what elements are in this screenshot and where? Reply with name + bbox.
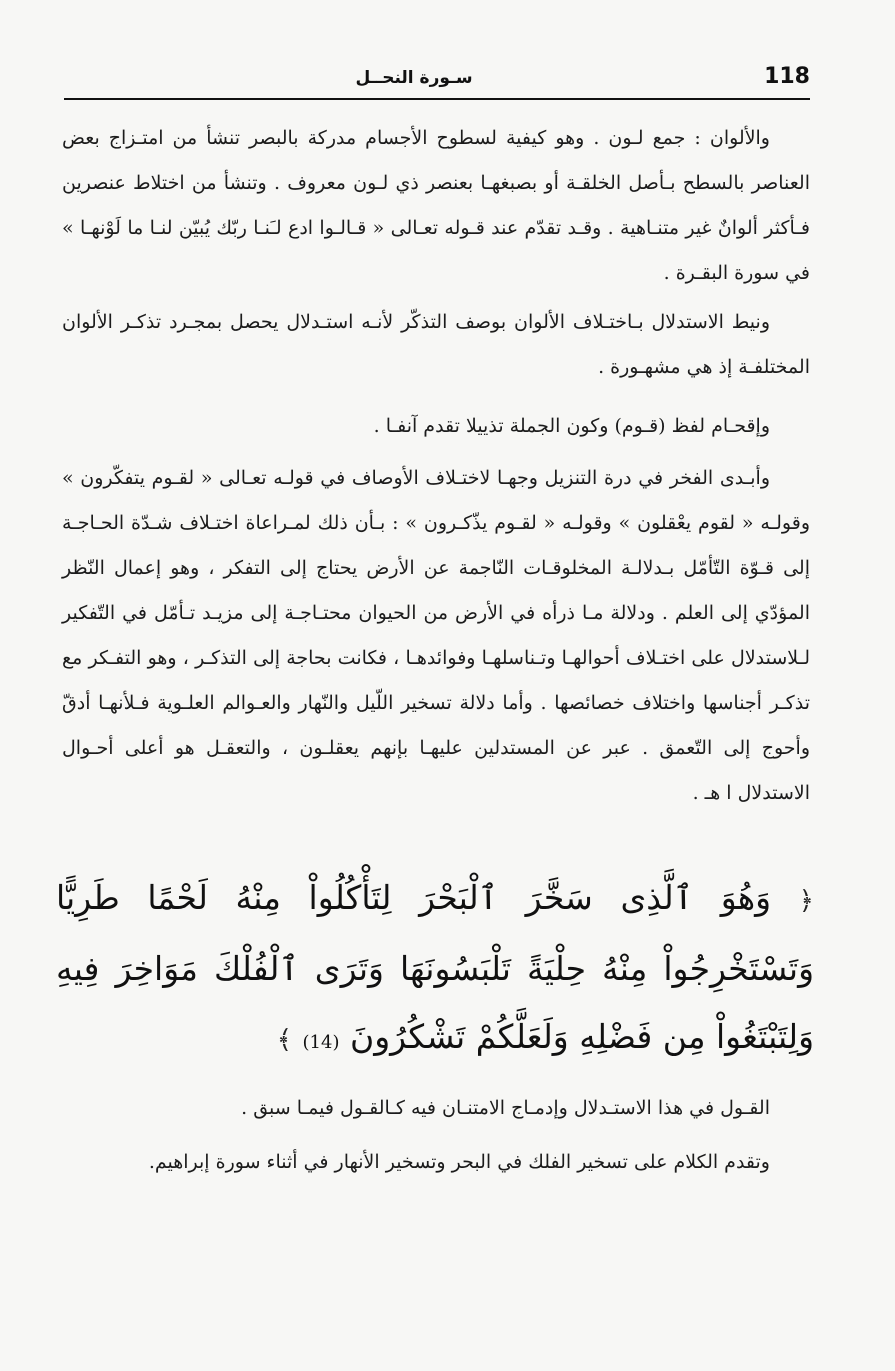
quran-verse (56, 864, 814, 1077)
paragraph-fakhr-explanation: وأبـدى الفخر في درة التنزيل وجهـا لاختـلاف الأوصاف في قولـه تعـالى « لقـوم يتفكّرون » وقولـه « لقوم يعْقلون » وقولـه « لقـوم يذّكـرون » : بـأن ذلك لمـراعاة اختـلاف شـدّة الحـاجـة إلى قـوّة التّأمّل بـدلالـة المخلوقـات النّاجمة عن الأرض يحتاج إلى التفكر ، وهو إعمال النّظر المؤدّي إلى العلم . ودلالة مـا ذرأه في الأرض من الحيوان محتـاجـة إلى مزيـد تـأمّل في التّفكير لـلاستدلال على اختـلاف أحوالهـا وتـناسلهـا وفوائدهـا ، فكانت بحاجة إلى التذكـر ، وهو التفـكر مع تذكـر أجناسها واختلاف خصائصها . وأما دلالة تسخير اللّيل والنّهار والعـوالم العلـوية فـلأنهـا أدقّ وأحوج إلى التّعمق . عبر عن المستدلين عليهـا بإنهم يعقلـون ، والتعقـل هو أعلى أحـوال الاستدلال ا هـ . (62, 467, 810, 804)
page-number: 118 (764, 64, 810, 89)
paragraph-commentary-1: القـول في هذا الاستـدلال وإدمـاج الامتنـان فيه كـالقـول فيمـا سبق . (241, 1097, 770, 1119)
running-title: سـورة النحــل (355, 68, 473, 88)
verse-number: (14) (302, 1032, 340, 1053)
verse-text: وَهُوَ ٱلَّذِى سَخَّرَ ٱلْبَحْرَ لِتَأْكُلُواْ مِنْهُ لَحْمًا طَرِيًّا وَتَسْتَخْرِجُواْ مِنْهُ حِلْيَةً تَلْبَسُونَهَا وَتَرَى ٱلْفُلْكَ مَوَاخِرَ فِيهِ وَلِتَبْتَغُواْ مِن فَضْلِهِ وَلَعَلَّكُمْ تَشْكُرُونَ (56, 878, 814, 1056)
page-header (64, 62, 810, 102)
header-rule (64, 98, 810, 100)
verse-open-bracket: ﴿ (798, 886, 814, 916)
verse-close-bracket: ﴾ (276, 1025, 293, 1055)
paragraph-qawm-phrase: وإقحـام لفظ (قـوم) وكون الجملة تذييلا تقدم آنفـا . (373, 415, 770, 437)
paragraph-colors-definition: والألوان : جمع لـون . وهو كيفية لسطوح الأجسام مدركة بالبصر تنشأ من امتـزاج بعض العناصر بالسطح بـأصل الخلقـة أو بصبغهـا بعنصر ذي لـون معروف . وتنشأ من اختلاط عنصرين فـأكثر ألوانٌ غير متنـاهية . وقـد تقدّم عند قـوله تعـالى « قـالـوا ادع لـَنـا ربّك يُبيّن لنـا ما لَوْنهـا » في سورة البقـرة . (62, 127, 810, 284)
paragraph-reasoning-colors: ونيط الاستدلال بـاختـلاف الألوان بوصف التذكّر لأنـه استـدلال يحصل بمجـرد تذكـر الألوان المختلفـة إذ هي مشهـورة . (62, 311, 810, 378)
paragraph-commentary-2: وتقدم الكلام على تسخير الفلك في البحر وتسخير الأنهار في أثناء سورة إبراهيم. (148, 1151, 770, 1173)
